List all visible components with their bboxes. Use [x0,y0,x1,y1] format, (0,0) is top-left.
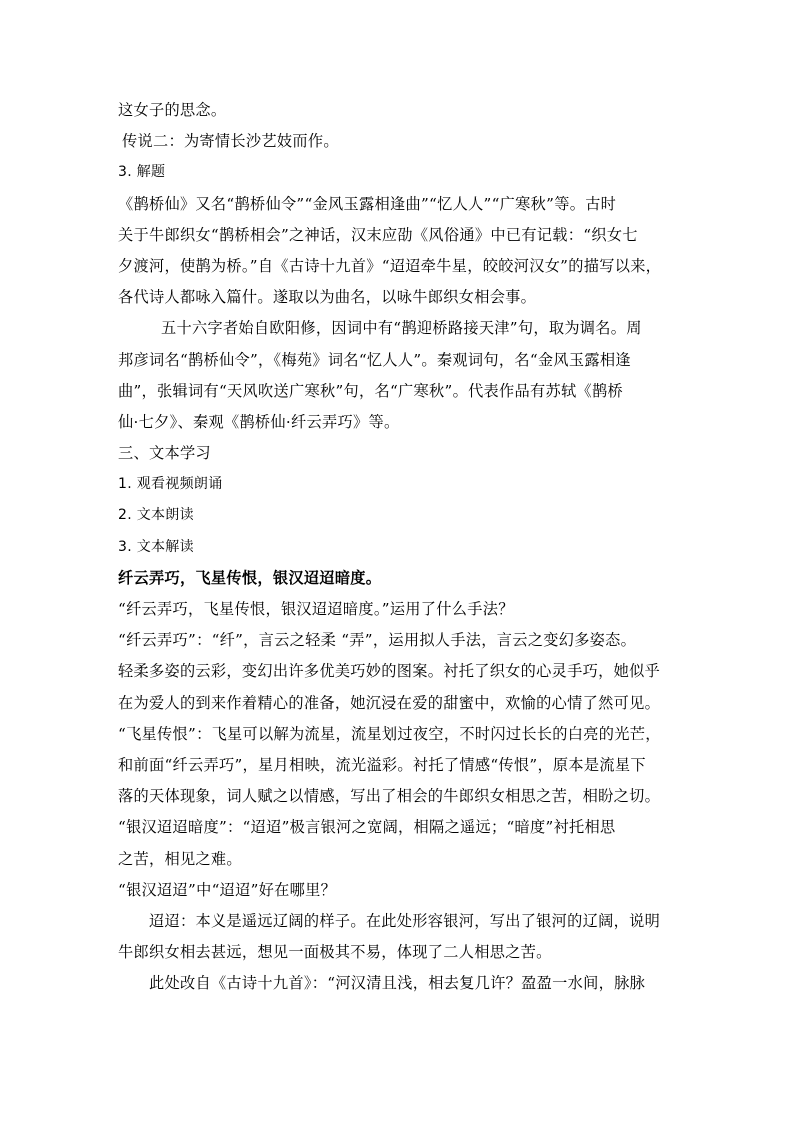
text-line: 关于牛郎织女“鹊桥相会”之神话，汉末应劭《风俗通》中已有记载：“织女七 [118,225,638,244]
text-line: 和前面“纤云弄巧”，星月相映，流光溢彩。衬托了情感“传恨”，原本是流星下 [118,755,646,774]
section-heading: 3. 解题 [118,164,166,181]
text-line: 曲”，张辑词有“天风吹送广寒秋”句，名“广寒秋”。代表作品有苏轼《鹊桥 [118,381,623,400]
text-line: “飞星传恨”：飞星可以解为流星，流星划过夜空，不时闪过长长的白亮的光芒， [118,724,661,743]
text-line: 落的天体现象，词人赋之以情感，写出了相会的牛郎织女相思之苦，相盼之切。 [118,787,661,806]
text-line: 轻柔多姿的云彩，变幻出许多优美巧妙的图案。衬托了织女的心灵手巧，她似乎 [118,662,661,681]
text-line: 五十六字者始自欧阳修，因词中有“鹊迎桥路接天津”句，取为调名。周 [161,319,642,338]
document-body [118,95,678,999]
question-line: “银汉迢迢”中“迢迢”好在哪里？ [118,880,337,899]
text-line: 各代诗人都咏入篇什。遂取以为曲名，以咏牛郎织女相会事。 [118,288,537,307]
section-heading: 2. 文本朗读 [118,507,194,524]
text-line: 牛郎织女相去甚远，想见一面极其不易，体现了二人相思之苦。 [118,943,552,962]
text-line: 夕渡河，使鹊为桥。”自《古诗十九首》“迢迢牵牛星，皎皎河汉女”的描写以来， [118,256,662,275]
text-line: 此处改自《古诗十九首》：“河汉清且浅，相去复几许？盈盈一水间，脉脉 [149,974,646,993]
text-line: “银汉迢迢暗度”：“迢迢”极言银河之宽阔，相隔之遥远；“暗度”衬托相思 [118,818,616,837]
text-line: 邦彦词名“鹊桥仙令”，《梅苑》词名“忆人人”。秦观词句，名“金风玉露相逢 [118,350,631,369]
section-heading: 3. 文本解读 [118,538,194,555]
question-line: “纤云弄巧，飞星传恨，银汉迢迢暗度。”运用了什么手法？ [118,600,514,618]
section-heading: 1. 观看视频朗诵 [118,476,223,493]
text-line: 迢迢：本义是遥远辽阔的样子。在此处形容银河，写出了银河的辽阔，说明 [149,911,661,930]
poem-line: 纤云弄巧，飞星传恨，银汉迢迢暗度。 [118,568,382,587]
section-heading: 三、文本学习 [118,444,211,463]
text-line: 这女子的思念。 [118,101,227,119]
text-line: “纤云弄巧”：“纤”，言云之轻柔 “弄”，运用拟人手法，言云之变幻多姿态。 [118,631,637,650]
text-line: 在为爱人的到来作着精心的准备，她沉浸在爱的甜蜜中，欢愉的心情了然可见。 [118,693,661,712]
text-line: 仙·七夕》、秦观《鹊桥仙·纤云弄巧》等。 [118,412,400,431]
text-line: 《鹊桥仙》又名“鹊桥仙令”“金风玉露相逢曲”“忆人人”“广寒秋”等。古时 [118,194,617,213]
text-line: 之苦，相见之难。 [118,849,242,868]
text-line: 传说二：为寄情长沙艺妓而作。 [122,132,339,151]
